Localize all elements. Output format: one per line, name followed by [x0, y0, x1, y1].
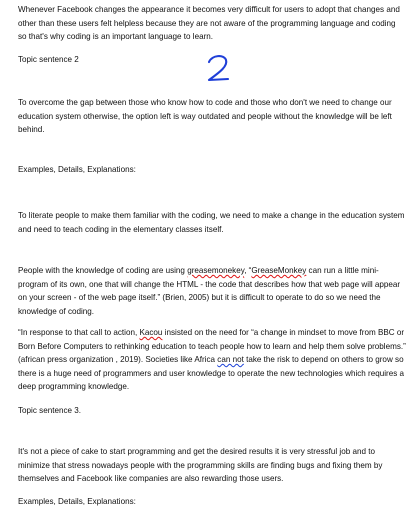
- text-run: take the risk to depend on others to grow so there is a huge need of programmers and user knowledge to operate the new technologies which requires a deep programming knowledge.: [18, 355, 405, 391]
- text-run: insisted on the need for “a change in mindset to move from BBC or Born Before Computers to rethinking education to teach people how to learn and help them solve problems.” (african press organization , 2019). Societies like Africa: [18, 328, 406, 364]
- topic-sentence-2-heading: Topic sentence 2: [18, 55, 79, 64]
- misspelled-word: Kacou: [139, 328, 163, 337]
- grammar-flagged-word: can not: [217, 355, 244, 364]
- text-run: “In response to that call to action,: [18, 328, 140, 337]
- paragraph-overcome-gap: To overcome the gap between those who know how to code and those who don't we need to change our education system otherwise, the option left is way outdated and people without the knowledge will be left behind.: [18, 98, 392, 134]
- paragraph-facebook-changes: Whenever Facebook changes the appearance it becomes very difficult for users to adopt that changes and other than these users felt helpless because they are not aware of the programming language and coding so that's why coding is an important language to learn.: [18, 5, 400, 41]
- paragraph-programming-stress: It's not a piece of cake to start programming and get the desired results it is very stressful job and to minimize that stress nowadays people with the programming skills are finding bugs and fixing them by themselves and Facebook like companies are also rewarding those users.: [18, 447, 383, 483]
- misspelled-word: greasemonekey: [187, 266, 245, 275]
- examples-heading-2: Examples, Details, Explanations:: [18, 497, 136, 506]
- paragraph-literate-people: To literate people to make them familiar with the coding, we need to make a change in the education system and need to teach coding in the elementary classes itself.: [18, 211, 405, 234]
- text-run: People with the knowledge of coding are using: [18, 266, 188, 275]
- text-run: can run a little mini-program of its own, one that will change the HTML - the code that describes how that web page will appear on your screen - of the web page itself.” (Brien, 2005) but it is difficult to operate to do so we need the knowledge of coding.: [18, 266, 401, 316]
- paragraph-kacou-quote: [18, 326, 406, 394]
- misspelled-word: GreaseMonkey: [251, 266, 307, 275]
- handwritten-number-2: [200, 52, 240, 86]
- topic-sentence-3-heading: Topic sentence 3.: [18, 406, 81, 415]
- examples-heading-1: Examples, Details, Explanations:: [18, 165, 136, 174]
- text-run: , “: [244, 266, 252, 275]
- paragraph-greasemonkey: [18, 264, 406, 318]
